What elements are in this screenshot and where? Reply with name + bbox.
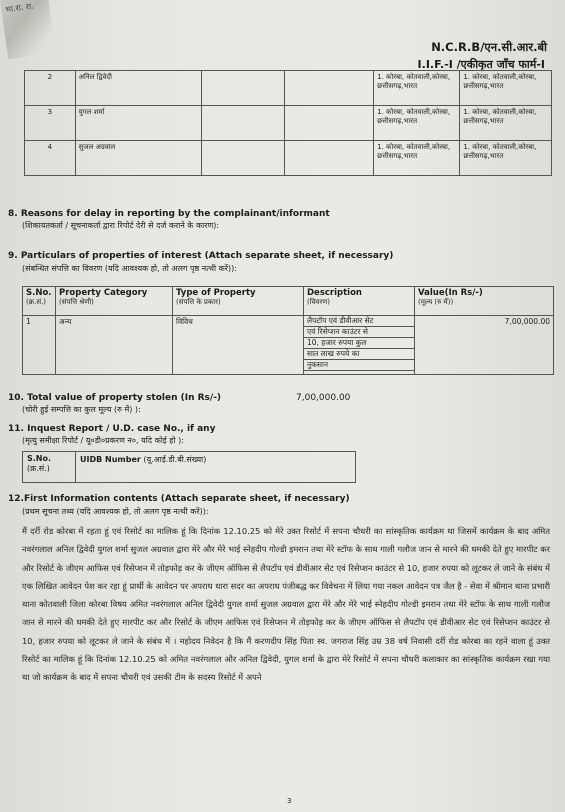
inquest-sno-header: S.No. (क्र.सं.) <box>23 452 76 483</box>
uidb-number-header: UIDB Number (यू.आई.डी.बी.संख्या) <box>76 452 356 483</box>
table-row <box>25 141 552 176</box>
section-10-title: 10. Total value of property stolen (In Rs/-) <box>8 393 222 403</box>
accused-address-permanent: 1. कोरबा, कोतवाली,कोरबा, छत्तीसगढ़,भारत <box>460 106 552 141</box>
accused-sno: 2 <box>25 71 76 106</box>
accused-address-permanent: 1. कोरबा, कोतवाली,कोरबा, छत्तीसगढ़,भारत <box>460 71 552 106</box>
accused-address-present: 1. कोरबा, कोतवाली,कोरबा, छत्तीसगढ़,भारत <box>374 106 460 141</box>
property-category: अन्य <box>56 316 173 375</box>
page-number: 3 <box>287 797 292 805</box>
inquest-table <box>22 451 356 483</box>
col-type: Type of Property (संपत्ति के प्रकार) <box>173 287 304 316</box>
property-description: लैपटॉप एवं डीवीआर सेट एवं रिसेप्शन काउंटर से 10, हजार रुपया कुल सात लाख रुपये का नुकसान <box>304 316 415 375</box>
section-12-subtitle: (प्रथम सूचना तथ्य (यदि आवश्यक हो, तो अलग पृष्ठ नत्थी करें)): <box>22 507 209 516</box>
section-11-subtitle: (मृत्यु समीक्षा रिपोर्ट / यू०डी०प्रकरण न०, यदि कोई हो ): <box>22 436 184 445</box>
form-code-header: N.C.R.B/एन.सी.आर.बी <box>431 40 547 54</box>
section-12-title: 12.First Information contents (Attach separate sheet, if necessary) <box>8 494 350 504</box>
property-type: विविध <box>173 316 304 375</box>
table-row <box>25 106 552 141</box>
section-10-subtitle: (चोरी हुई सम्पत्ति का कुल मूल्य (रु में) ): <box>22 405 141 414</box>
accused-address-present: 1. कोरबा, कोतवाली,कोरबा, छत्तीसगढ़,भारत <box>374 71 460 106</box>
accused-name: अनिल द्विवेदी <box>75 71 201 106</box>
col-category: Property Category (संपत्ति श्रेणी) <box>56 287 173 316</box>
section-9-subtitle: (संबन्धित संपत्ति का विवरण (यदि आवश्यक हो, तो अलग पृष्ठ नत्थी करें)): <box>22 264 237 273</box>
corner-stamp-text: भा.रा. रा. <box>4 1 35 15</box>
section-9-title: 9. Particulars of properties of interest (Attach separate sheet, if necessary) <box>8 251 394 261</box>
stolen-total-value: 7,00,000.00 <box>296 393 351 403</box>
section-8-title: 8. Reasons for delay in reporting by the complainant/informant <box>8 209 330 219</box>
col-sno: S.No. (क्र.सं.) <box>23 287 56 316</box>
accused-table <box>24 70 552 176</box>
accused-sno: 3 <box>25 106 76 141</box>
table-row <box>25 71 552 106</box>
property-table <box>22 286 554 375</box>
accused-address-present: 1. कोरबा, कोतवाली,कोरबा, छत्तीसगढ़,भारत <box>374 141 460 176</box>
section-8-subtitle: (शिकायतकर्ता / सूचनाकर्ता द्वारा रिपोर्ट देरी से दर्ज कराने के कारण): <box>22 221 220 230</box>
accused-name: सुजल अग्रवाल <box>75 141 201 176</box>
fir-narrative: मैं दर्री रोड कोरबा में रहता हूं एवं रिसोर्ट का मालिक हूं कि दिनांक 12.10.25 को मेरे उक्त रिसोर्ट में सपना चौधरी का सांस्कृतिक कार्यक्रम था जिसमें कार्यक्रम के बाद अमित नवरंगलाल अनिल द्विवेदी युगल शर्मा सुजल अग्रवाल द्वारा मेरे और मेरे भाई स्नेहदीप गोल्डी इमरान तथा मेरे स्टॉफ के साथ गाली गलौज जान से मारने की धमकी देते हुए मारपीट कर और रिसोर्ट के जीएम आफिस एवं रिसेप्शन में तोड़फोड़ कर के जीएम ऑफिस से लैपटॉप एवं डीवीआर सेट एवं रिसेप्शन काउंटर से 10, हजार रुपया को लूटकर ले जाने के संबंध में एक लिखित आवेदन पेश कर रहा हूं प्रार्थी के आवेदन पर अपराध धारा सदर का अपराध पंजीबद्ध कर विवेचना में लिया गया नकल आवेदन पत्र जैल है - सेवा में श्रीमान थाना प्रभारी थाना कोतवाली जिला कोरबा विषय अमित नवरंगलाल अनिल द्विवेदी युगल शर्मा सुजल अग्रवाल द्वारा मेरे और मेरे भाई स्नेहदीप गोल्डी इमरान तथा मेरे स्टॉफ के साथ गाली गलौज जान से मारने की धमकी देते हुए मारपीट कर और रिसोर्ट के जीएम आफिस एवं रिसेप्शन में तोड़फोड़ कर के जीएम ऑफिस से लैपटॉप एवं डीवीआर सेट एवं रिसेप्शन काउंटर से 10, हजार रुपया को लूटकर ले जाने के संबंध में । महोदय निवेदन है कि मैं करणदीप सिंह पिता स्व. जगराज सिंह उम्र 38 वर्ष निवासी दर्री रोड कोरबा का रहने वाला हूं उक्त रिसोर्ट का मालिक हूं कि दिनांक 12.10.25 को अमित नवरंगलाल और अनिल द्विवेदी, युगल शर्मा के द्वारा मेरे रिसोर्ट में सपना चौधरी कलाकार का सांस्कृतिक कार्यक्रम रखा गया था जो कार्यक्रम के बाद में सपना चौधरी एवं उसकी टीम के सदस्य रिसोर्ट में अपने <box>22 526 550 683</box>
col-description: Description (विवरण) <box>304 287 415 316</box>
accused-sno: 4 <box>25 141 76 176</box>
property-sno: 1 <box>23 316 56 375</box>
property-value: 7,00,000.00 <box>415 316 554 375</box>
property-table-header <box>23 287 554 316</box>
accused-name: युगल शर्मा <box>75 106 201 141</box>
col-value: Value(In Rs/-) (मूल्य (रु में)) <box>415 287 554 316</box>
table-row <box>23 452 356 483</box>
form-name-header: I.I.F.-I /एकीकृत जाँच फार्म-I <box>417 58 545 71</box>
table-row <box>23 316 554 375</box>
corner-stamp <box>0 0 56 59</box>
section-11-title: 11. Inquest Report / U.D. case No., if any <box>8 424 216 434</box>
accused-address-permanent: 1. कोरबा, कोतवाली,कोरबा, छत्तीसगढ़,भारत <box>460 141 552 176</box>
